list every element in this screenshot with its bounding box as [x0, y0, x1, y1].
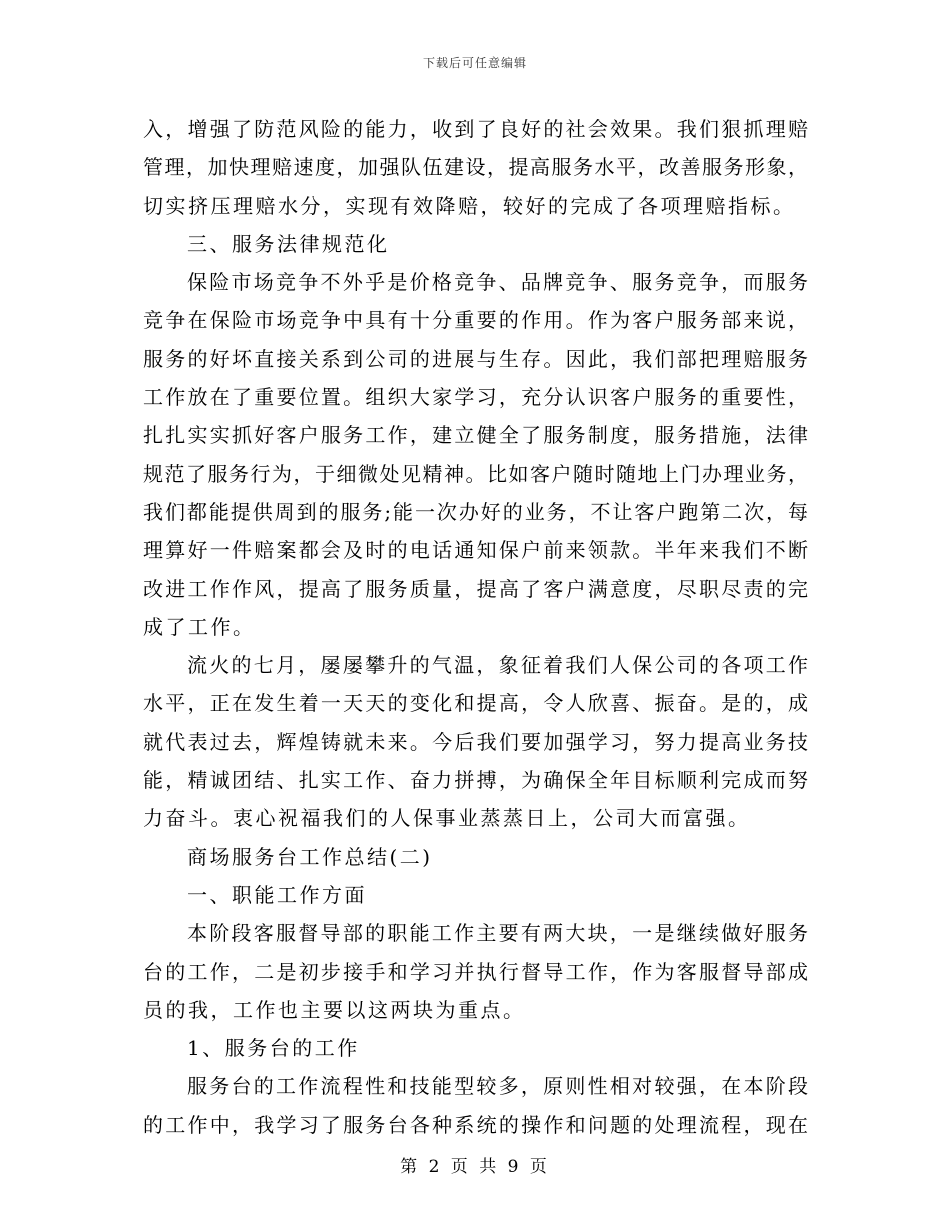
text-line: 员的我，工作也主要以这两块为重点。: [143, 997, 526, 1022]
text-line: 竞争在保险市场竞争中具有十分重要的作用。作为客户服务部来说，: [143, 308, 808, 333]
text-line: 就代表过去，辉煌铸就未来。今后我们要加强学习，努力提高业务技: [143, 729, 808, 754]
text-line: 入，增强了防范风险的能力，收到了良好的社会效果。我们狠抓理赔: [143, 117, 808, 141]
text-line: 改进工作作风，提高了服务质量，提高了客户满意度，尽职尽责的完: [143, 576, 808, 601]
text-line: 水平，正在发生着一天天的变化和提高，令人欣喜、振奋。是的，成: [143, 691, 808, 716]
text-line: 我们都能提供周到的服务;能一次办好的业务，不让客户跑第二次，每: [143, 499, 808, 524]
text-line: 台的工作，二是初步接手和学习并执行督导工作，作为客服督导部成: [143, 959, 808, 984]
text-line: 本阶段客服督导部的职能工作主要有两大块，一是继续做好服务: [187, 921, 808, 946]
text-line: 的工作中，我学习了服务台各种系统的操作和问题的处理流程，现在: [143, 1112, 808, 1137]
document-body: [143, 110, 808, 1144]
text-line: 力奋斗。衷心祝福我们的人保事业蒸蒸日上，公司大而富强。: [143, 806, 751, 831]
text-line: 成了工作。: [143, 614, 256, 639]
text-line: 工作放在了重要位置。组织大家学习，充分认识客户服务的重要性，: [143, 385, 808, 410]
text-line: 三、服务法律规范化: [187, 231, 390, 256]
text-line: 1、服务台的工作: [187, 1036, 360, 1061]
text-line: 服务的好坏直接关系到公司的进展与生存。因此，我们部把理赔服务: [143, 346, 808, 371]
text-line: 管理，加快理赔速度，加强队伍建设，提高服务水平，改善服务形象，: [143, 155, 808, 180]
text-line: 切实挤压理赔水分，实现有效降赔，较好的完成了各项理赔指标。: [143, 193, 796, 218]
text-line: 保险市场竞争不外乎是价格竞争、品牌竞争、服务竞争，而服务: [187, 270, 808, 295]
text-line: 规范了服务行为，于细微处见精神。比如客户随时随地上门办理业务，: [143, 461, 808, 486]
text-line: 服务台的工作流程性和技能型较多，原则性相对较强，在本阶段: [187, 1074, 808, 1099]
text-line: 一、职能工作方面: [187, 882, 367, 907]
text-line: 扎扎实实抓好客户服务工作，建立健全了服务制度，服务措施，法律: [143, 423, 808, 448]
page-header: 下载后可任意编辑: [422, 56, 527, 70]
text-line: 流火的七月，屡屡攀升的气温，象征着我们人保公司的各项工作: [187, 653, 808, 678]
text-line: 商场服务台工作总结(二): [187, 844, 433, 869]
text-line: 能，精诚团结、扎实工作、奋力拼搏，为确保全年目标顺利完成而努: [143, 768, 808, 793]
page-footer: 第 2 页 共 9 页: [400, 1157, 550, 1177]
text-line: 理算好一件赔案都会及时的电话通知保户前来领款。半年来我们不断: [143, 538, 808, 563]
